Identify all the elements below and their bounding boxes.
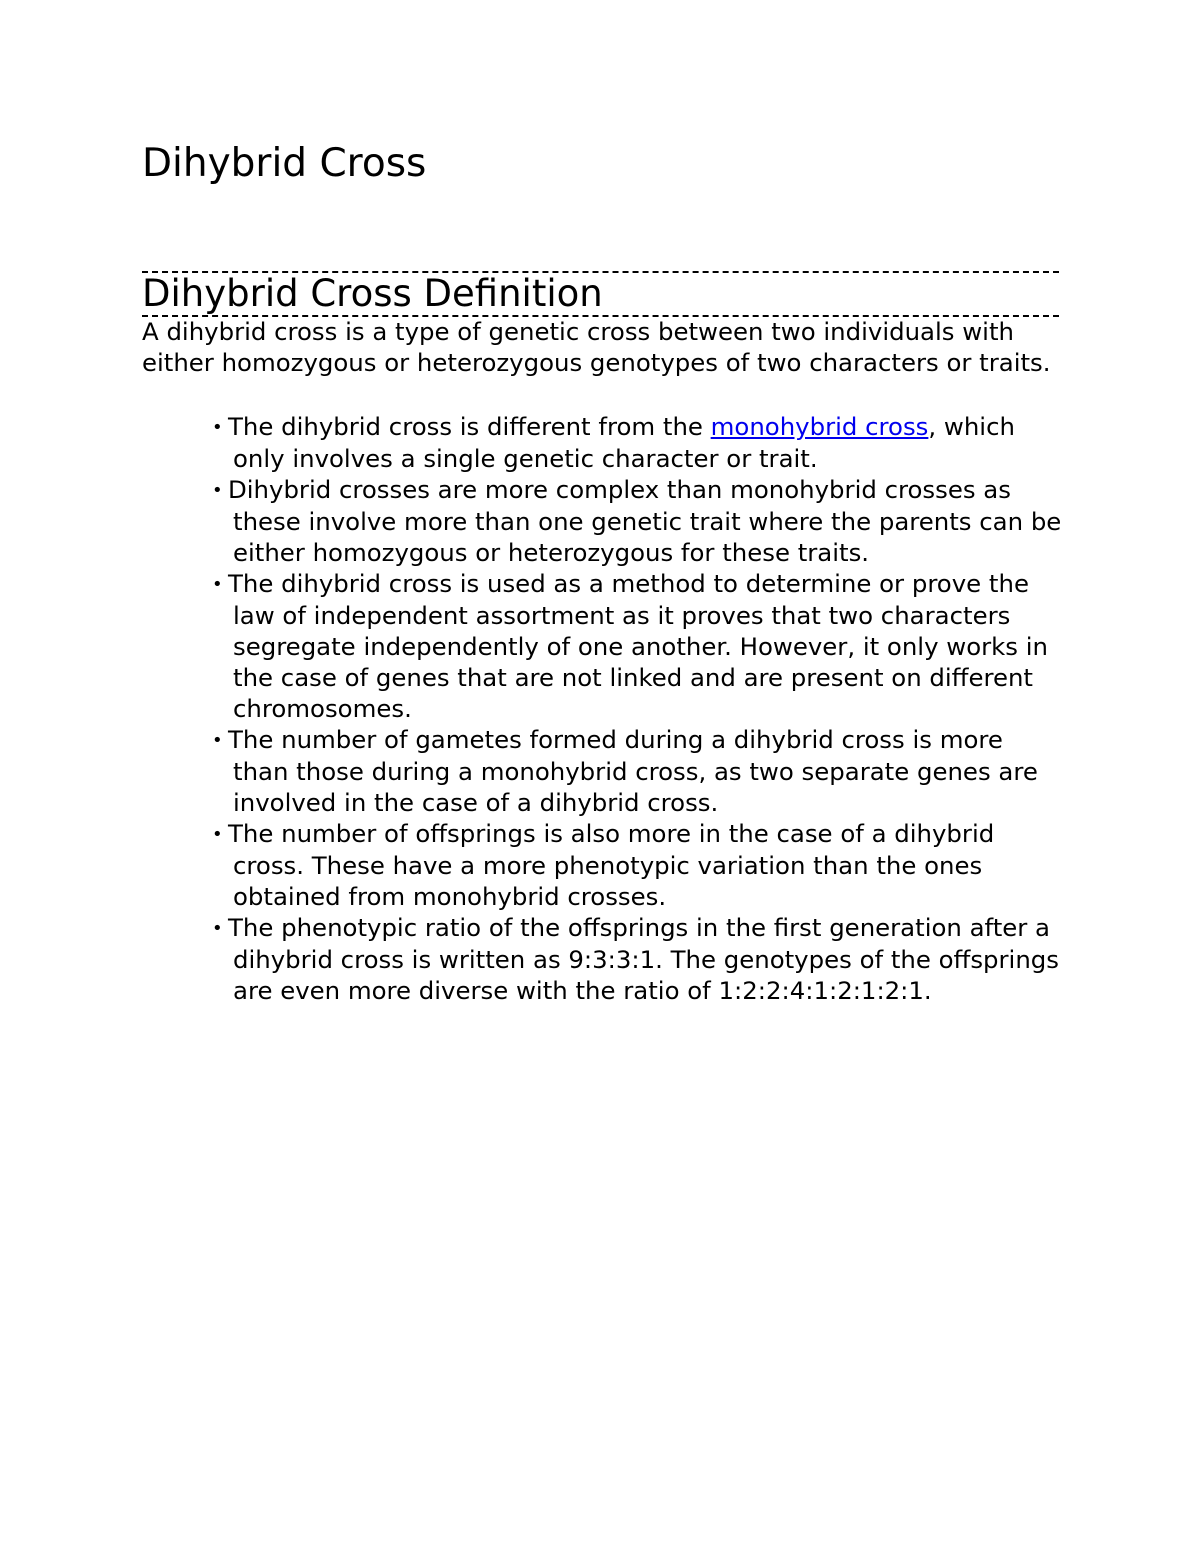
bullet-text: , which only involves a single genetic character or trait. bbox=[233, 412, 1015, 473]
bullet-text: Dihybrid crosses are more complex than monohybrid crosses as these involve more than one genetic trait where the parents can be either homozygous or heterozygous for these traits. bbox=[228, 475, 1062, 567]
bullet-icon: • bbox=[212, 417, 223, 438]
bullet-text: The dihybrid cross is different from the bbox=[228, 412, 711, 441]
bullet-list bbox=[196, 411, 1062, 1006]
bullet-icon: • bbox=[212, 824, 223, 845]
bullet-icon: • bbox=[212, 480, 223, 501]
list-item bbox=[196, 818, 1062, 912]
bullet-text: The phenotypic ratio of the offsprings in the first generation after a dihybrid cross is written as 9:3:3:1. The genotypes of the offsprings are even more diverse with the ratio of 1:2:2:4:1:2:1:2:1. bbox=[228, 913, 1059, 1005]
bullet-text: The number of offsprings is also more in the case of a dihybrid cross. These have a more phenotypic variation than the ones obtained from monohybrid crosses. bbox=[228, 819, 995, 911]
list-item bbox=[196, 568, 1062, 724]
section-heading: Dihybrid Cross Definition bbox=[142, 272, 603, 315]
list-item bbox=[196, 912, 1062, 1006]
intro-paragraph: A dihybrid cross is a type of genetic cross between two individuals with either homozygous or heterozygous genotypes of two characters or traits. bbox=[142, 317, 1051, 377]
bullet-icon: • bbox=[212, 574, 223, 595]
bullet-icon: • bbox=[212, 730, 223, 751]
list-item bbox=[196, 474, 1062, 568]
bullet-text: The dihybrid cross is used as a method to determine or prove the law of independent assortment as it proves that two characters segregate independently of one another. However, it only works in the case of genes that are not linked and are present on different chromosomes. bbox=[228, 569, 1048, 723]
list-item bbox=[196, 724, 1062, 818]
bullet-text: The number of gametes formed during a dihybrid cross is more than those during a monohybrid cross, as two separate genes are involved in the case of a dihybrid cross. bbox=[228, 725, 1038, 817]
bullet-icon: • bbox=[212, 918, 223, 939]
monohybrid-cross-link[interactable]: monohybrid cross bbox=[710, 412, 929, 441]
document-title: Dihybrid Cross bbox=[142, 141, 427, 186]
list-item bbox=[196, 411, 1062, 474]
